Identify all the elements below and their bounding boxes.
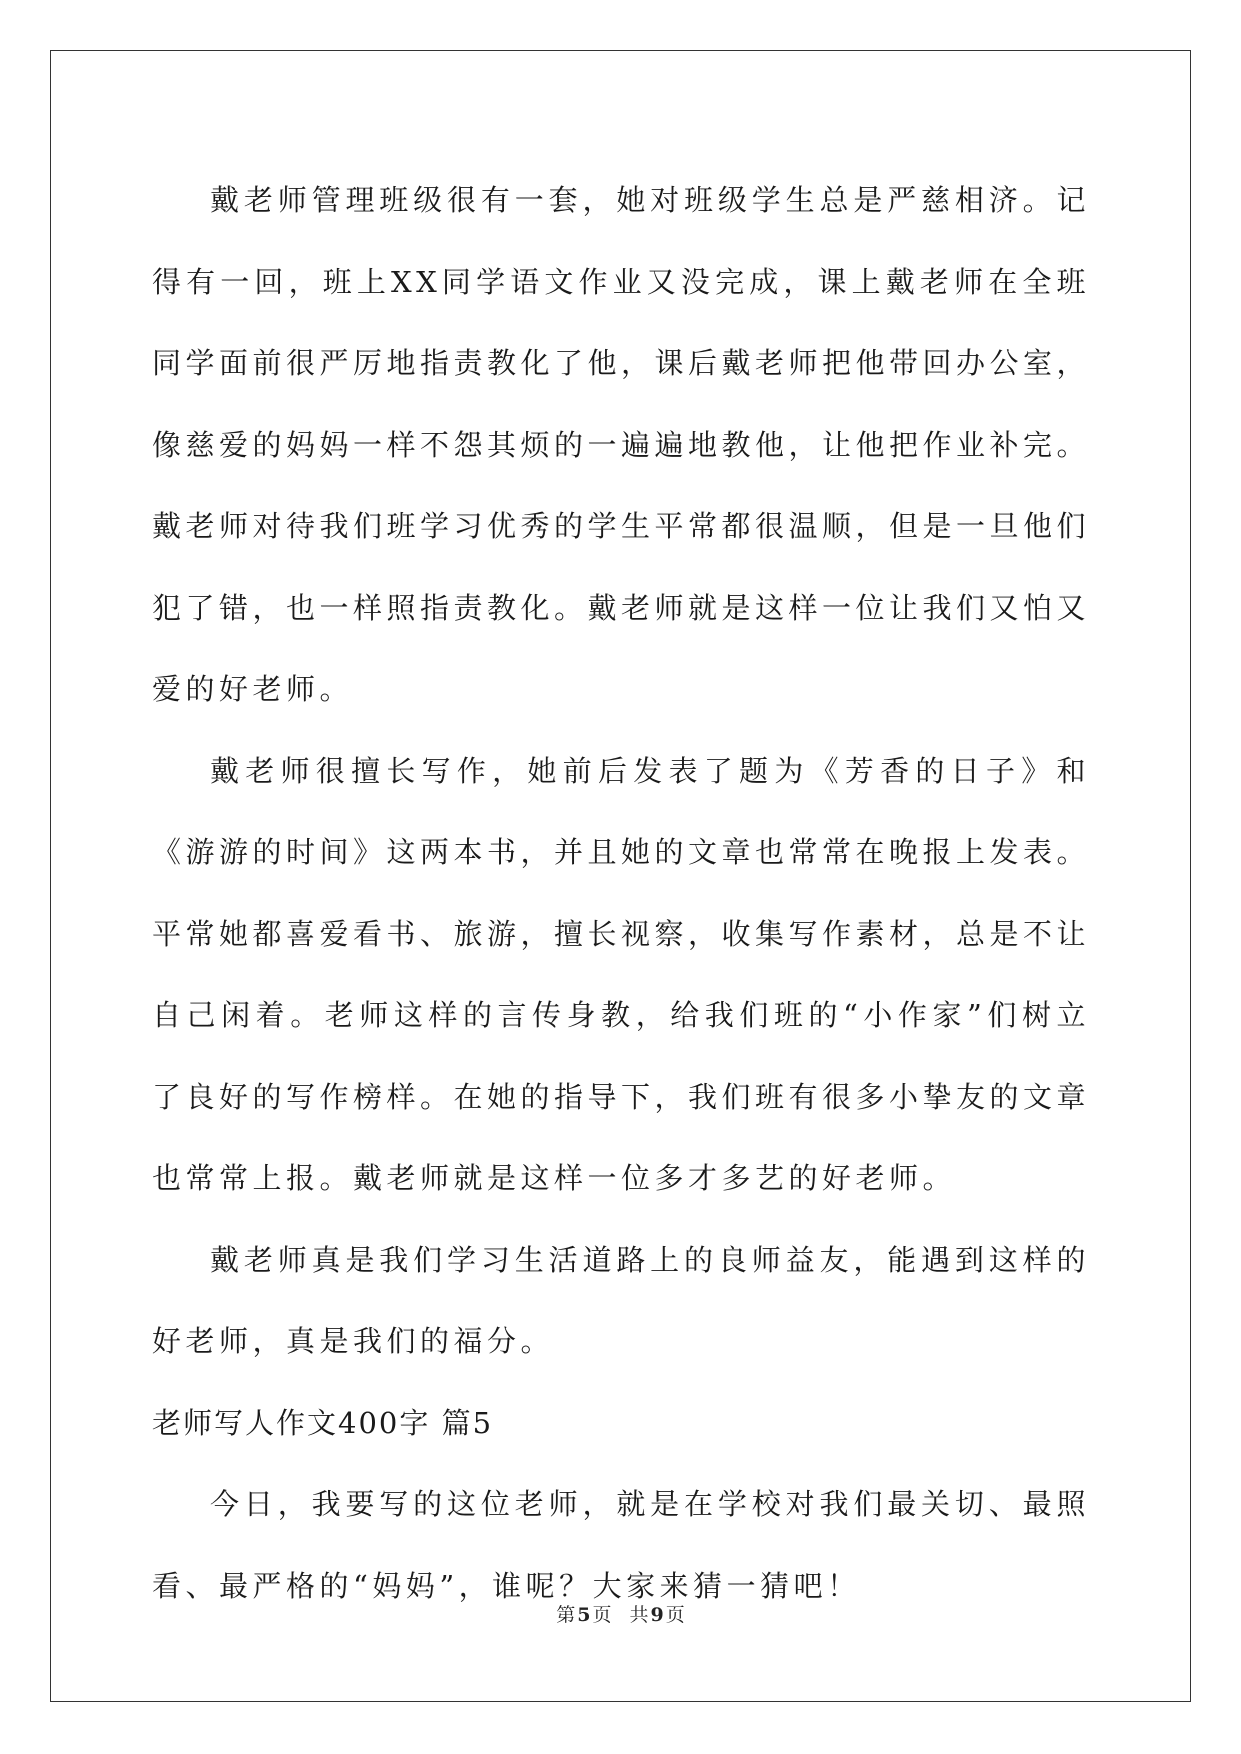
footer-page-current: 5: [577, 1604, 591, 1626]
footer-page-unit: 页: [592, 1604, 612, 1626]
document-body: [152, 160, 1090, 1627]
footer-page-prefix: 第: [556, 1604, 576, 1626]
paragraph-conclusion: 戴老师真是我们学习生活道路上的良师益友，能遇到这样的好老师，真是我们的福分。: [152, 1242, 1090, 1358]
paragraph-intro: 今日，我要写的这位老师，就是在学校对我们最关切、最照看、最严格的“妈妈”，谁呢？大家来猜一猜吧！: [152, 1487, 1090, 1603]
footer-page-total: 9: [650, 1604, 664, 1626]
page-footer: [0, 1600, 1241, 1627]
footer-total-unit: 页: [665, 1604, 685, 1626]
footer-total-prefix: 共: [629, 1604, 649, 1626]
paragraph-strict-teacher: 戴老师管理班级很有一套，她对班级学生总是严慈相济。记得有一回，班上XX同学语文作业又没完成，课上戴老师在全班同学面前很严厉地指责教化了他，课后戴老师把他带回办公室，像慈爱的妈妈一样不怨其烦的一遍遍地教他，让他把作业补完。戴老师对待我们班学习优秀的学生平常都很温顺，但是一旦他们犯了错，也一样照指责教化。戴老师就是这样一位让我们又怕又爱的好老师。: [152, 183, 1091, 706]
section-heading: 老师写人作文400字 篇5: [152, 1405, 494, 1440]
paragraph-writing-teacher: 戴老师很擅长写作，她前后发表了题为《芳香的日子》和《游游的时间》这两本书，并且她的文章也常常在晚报上发表。平常她都喜爱看书、旅游，擅长视察，收集写作素材，总是不让自己闲着。老师这样的言传身教，给我们班的“小作家”们树立了良好的写作榜样。在她的指导下，我们班有很多小挚友的文章也常常上报。戴老师就是这样一位多才多艺的好老师。: [152, 753, 1091, 1195]
